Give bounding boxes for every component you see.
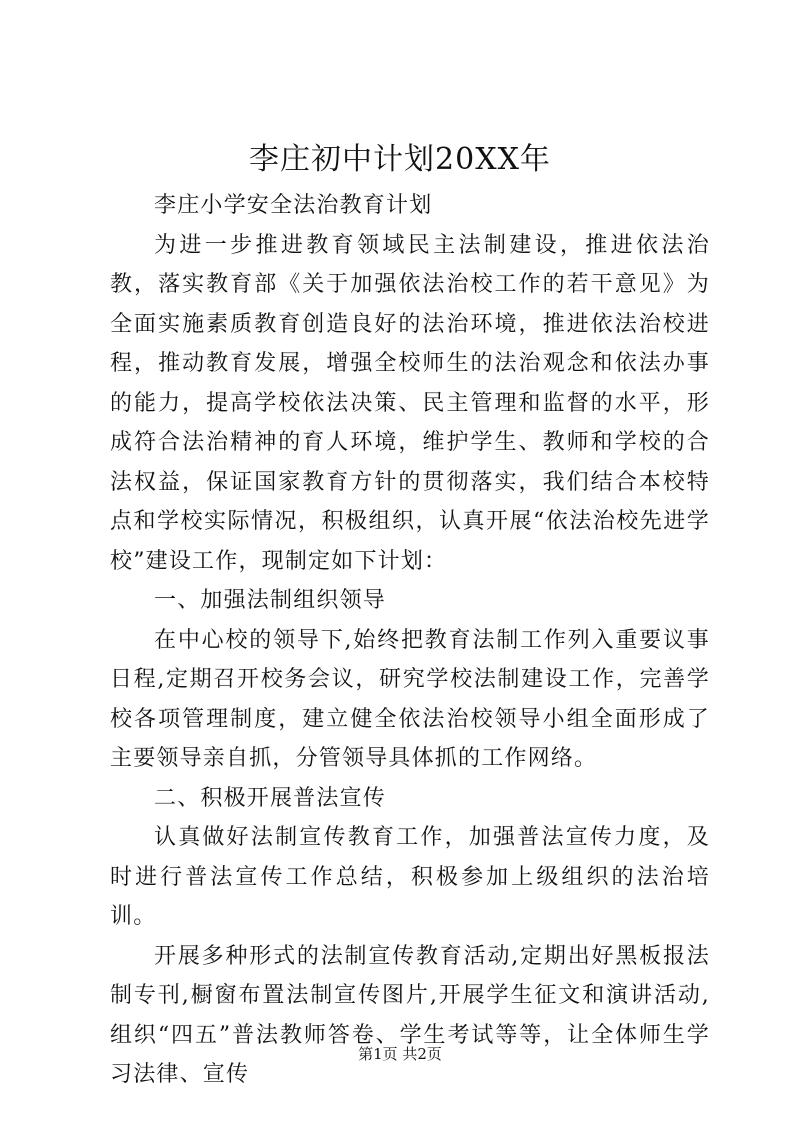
paragraph-intro: 为进一步推进教育领域民主法制建设，推进依法治教，落实教育部《关于加强依法治校工作的若干意见》为全面实施素质教育创造良好的法治环境，推进依法治校进程，推动教育发展，增强全校师生的法治观念和依法办事的能力，提高学校依法决策、民主管理和监督的水平，形成符合法治精神的育人环境，维护学生、教师和学校的合法权益，保证国家教育方针的贯彻落实，我们结合本校特点和学校实际情况，积极组织，认真开展“依法治校先进学校”建设工作，现制定如下计划： [110,232,710,574]
paragraph-section-1: 在中心校的领导下,始终把教育法制工作列入重要议事日程,定期召开校务会议，研究学校法制建设工作，完善学校各项管理制度，建立健全依法治校领导小组全面形成了主要领导亲自抓，分管领导具体抓的工作网络。 [110,627,710,771]
section-heading-1: 一、加强法制组织领导 [154,588,387,613]
paragraph-subtitle: 李庄小学安全法治教育计划 [154,193,433,218]
page-number-footer: 第1页 共2页 [358,1045,442,1063]
paragraph-section-2a: 认真做好法制宣传教育工作，加强普法宣传力度，及时进行普法宣传工作总结，积极参加上级组织的法治培训。 [110,825,710,929]
section-heading-2: 二、积极开展普法宣传 [154,785,387,811]
paragraph-section-2b: 开展多种形式的法制宣传教育活动,定期出好黑板报法制专刊,橱窗布置法制宣传图片,开展学生征文和演讲活动,组织“四五”普法教师答卷、学生考试等等，让全体师生学习法律、宣传 [110,943,710,1087]
document-title: 李庄初中计划20XX年 [249,142,551,177]
document-body [110,186,710,1095]
